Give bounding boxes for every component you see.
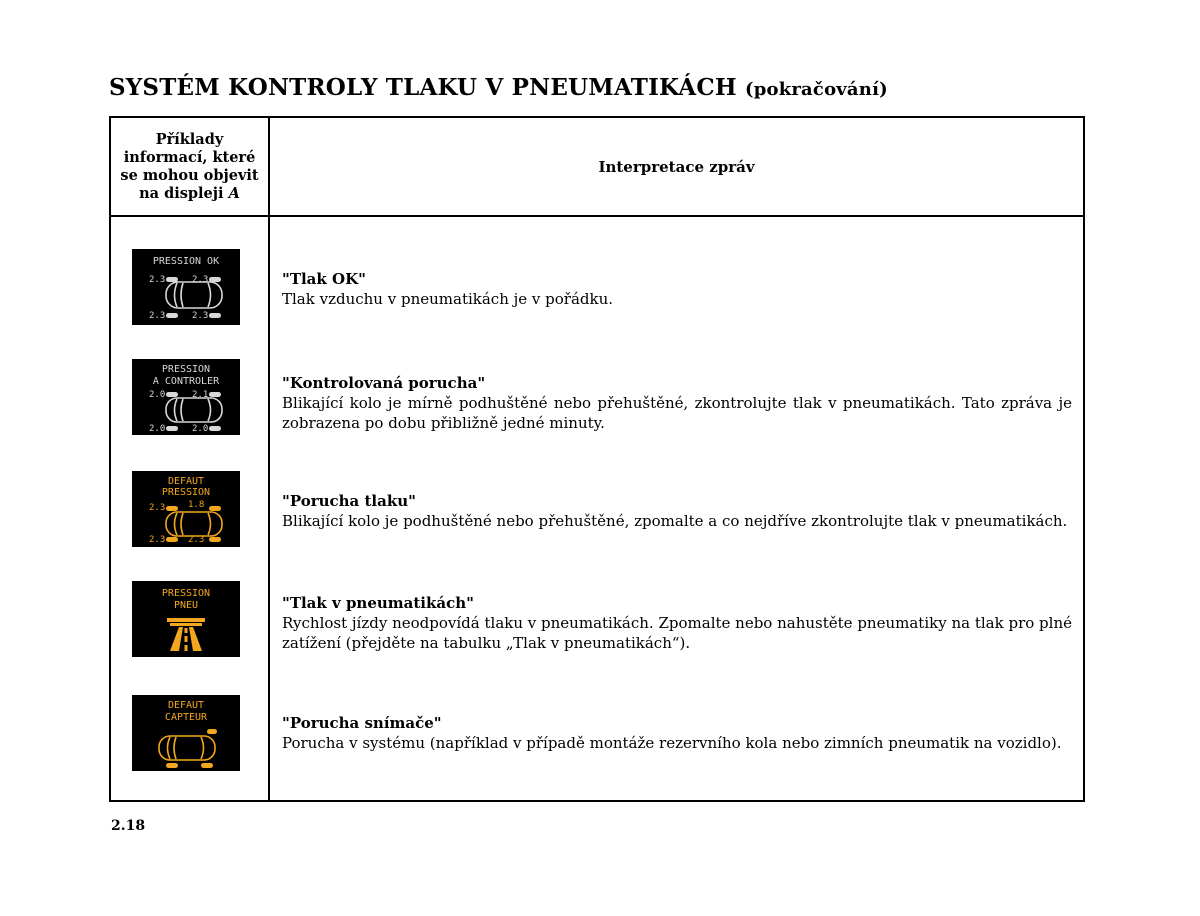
header-display-examples <box>111 118 268 215</box>
display-line-1: PRESSION <box>161 588 211 599</box>
pressure-front-right: 2.3 <box>192 275 209 285</box>
message-description: Blikající kolo je mírně podhuštěné nebo přehuštěné, zkontrolujte tlak v pneumatikách. Tato zpráva je zobrazena po dobu přibližně jedné minuty. <box>282 394 1072 432</box>
message-title: "Tlak OK" <box>282 270 366 288</box>
display-line-2: PNEU <box>173 600 199 611</box>
pressure-rear-left: 2.0 <box>149 424 166 434</box>
page-title-main: SYSTÉM KONTROLY TLAKU V PNEUMATIKÁCH <box>109 74 737 101</box>
display-pression-a-controler <box>132 359 240 435</box>
message-title: "Kontrolovaná porucha" <box>282 374 486 392</box>
pressure-front-left: 2.3 <box>149 275 166 285</box>
message-row-tlak-v-pneumatikach <box>282 593 1072 653</box>
message-row-tlak-ok <box>282 269 1072 309</box>
header-divider <box>111 215 1083 217</box>
tyre-pressure-display <box>132 471 240 547</box>
message-row-porucha-snimace <box>282 713 1072 753</box>
display-line-1: PRESSION OK <box>152 256 220 267</box>
message-row-kontrolovana-porucha <box>282 373 1072 433</box>
display-defaut-pression <box>132 471 240 547</box>
message-description: Blikající kolo je podhuštěné nebo přehuštěné, zpomalte a co nejdříve zkontrolujte tlak v pneumatikách. <box>282 512 1068 530</box>
display-line-2: A CONTROLER <box>152 376 220 387</box>
display-reference-letter: A <box>228 184 240 202</box>
display-defaut-capteur <box>132 695 240 771</box>
pressure-rear-left: 2.3 <box>149 535 166 545</box>
road-warning-icon <box>167 618 205 651</box>
tyre-pressure-display <box>132 249 240 325</box>
pressure-front-right: 2.1 <box>192 390 209 400</box>
page-number: 2.18 <box>111 818 146 834</box>
display-line-1: DEFAUT <box>167 700 205 711</box>
tyre-pressure-display <box>132 359 240 435</box>
header-message-interpretation: Interpretace zpráv <box>598 157 755 176</box>
pressure-rear-right: 2.0 <box>192 424 209 434</box>
message-row-porucha-tlaku <box>282 491 1072 531</box>
display-pression-pneu <box>132 581 240 657</box>
page-title-continuation: (pokračování) <box>744 79 888 100</box>
message-title: "Porucha tlaku" <box>282 492 416 510</box>
message-description: Tlak vzduchu v pneumatikách je v pořádku. <box>282 290 614 308</box>
pressure-rear-right: 2.3 <box>188 535 205 545</box>
pressure-front-left: 2.3 <box>149 503 166 513</box>
tyre-pressure-display <box>132 695 240 771</box>
pressure-front-left: 2.0 <box>149 390 166 400</box>
display-line-1: PRESSION <box>161 364 211 375</box>
column-divider <box>268 118 270 800</box>
page-title <box>109 74 888 101</box>
car-outline-icon <box>166 398 222 422</box>
message-title: "Porucha snímače" <box>282 714 442 732</box>
pressure-rear-left: 2.3 <box>149 311 166 321</box>
car-outline-icon <box>166 512 222 536</box>
pressure-rear-right: 2.3 <box>192 311 209 321</box>
message-description: Porucha v systému (například v případě montáže rezervního kola nebo zimních pneumatik na vozidlo). <box>282 734 1062 752</box>
tyre-pressure-display <box>132 581 240 657</box>
header-display-examples-text: Příklady informací, které se mohou objevit na displeji <box>120 130 259 202</box>
display-line-2: CAPTEUR <box>164 712 208 723</box>
display-pression-ok <box>132 249 240 325</box>
car-outline-icon <box>166 282 222 308</box>
message-title: "Tlak v pneumatikách" <box>282 594 474 612</box>
pressure-front-right: 1.8 <box>188 500 205 510</box>
info-table <box>109 116 1085 802</box>
car-outline-icon <box>159 736 215 760</box>
message-description: Rychlost jízdy neodpovídá tlaku v pneumatikách. Zpomalte nebo nahustěte pneumatiky na tlak pro plné zatížení (přejděte na tabulku „Tlak v pneumatikách“). <box>282 614 1072 652</box>
display-line-2: PRESSION <box>161 487 211 498</box>
display-line-1: DEFAUT <box>167 476 205 487</box>
